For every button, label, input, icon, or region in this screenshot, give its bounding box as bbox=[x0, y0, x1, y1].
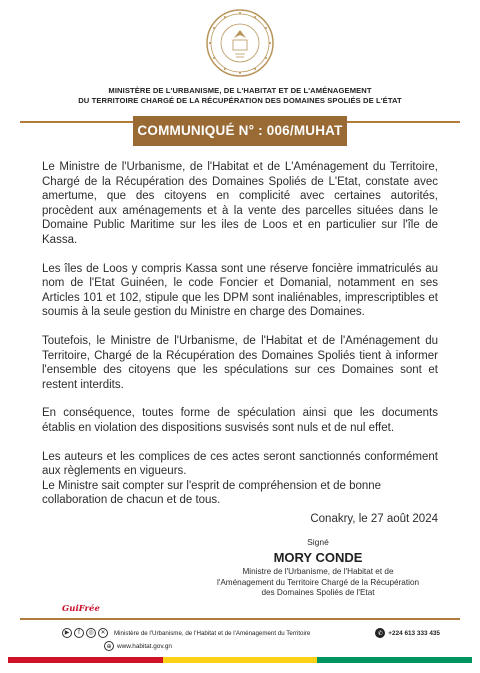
ministry-header bbox=[20, 86, 460, 106]
ministry-header-line-1: MINISTÈRE DE L'URBANISME, DE L'HABITAT ET DE L'AMÉNAGEMENT bbox=[108, 86, 372, 95]
footer-contact-row bbox=[62, 626, 440, 640]
phone-icon: ✆ bbox=[375, 628, 385, 638]
signatory-role bbox=[198, 567, 438, 599]
signatory-role-line: des Domaines Spoliés de l'Etat bbox=[261, 588, 375, 597]
website-contact bbox=[104, 641, 172, 651]
paragraph: Toutefois, le Ministre de l'Urbanisme, de l'Habitat et de l'Aménagement du Territoire, Chargé de la Récupération des Domaines Spoliés tient à informer l'ensemble des citoyens que les spéculations sur ces Domaines sont et restent interdits. bbox=[42, 334, 438, 391]
footer-divider bbox=[20, 618, 460, 620]
paragraph: En conséquence, toutes forme de spéculation ainsi que les documents établis en violation des dispositions susvisés sont nuls et de nul effet. bbox=[42, 407, 438, 434]
signed-label: Signé bbox=[307, 537, 329, 547]
communique-title-banner: COMMUNIQUÉ N° : 006/MUHAT bbox=[133, 116, 347, 146]
website-link[interactable]: www.habitat.gov.gn bbox=[117, 642, 172, 650]
signatory-role-line: l'Aménagement du Territoire Chargé de la Récupération bbox=[216, 577, 420, 587]
paragraph: Le Ministre de l'Urbanisme, de l'Habitat et de L'Aménagement du Territoire, Chargé de la Récupération des Domaines Spoliés de L'Etat, constate avec amertume, que des citoyens en complicité avec certaines autorités, procèdent aux aménagements et à la vente des parcelles situées dans le Domaine Public Maritime sur les iles de Loos et en particulier sur l'île de Kassa. bbox=[42, 161, 438, 246]
flag-stripe-yellow bbox=[163, 657, 318, 663]
phone-contact bbox=[375, 628, 440, 638]
paragraph: Les auteurs et les complices de ces actes seront sanctionnés conformément aux règlements en vigueurs. bbox=[42, 450, 438, 478]
phone-number[interactable]: +224 613 333 435 bbox=[388, 629, 440, 637]
signature-block bbox=[198, 537, 438, 599]
social-icons bbox=[62, 628, 108, 638]
paragraph: Les îles de Loos y compris Kassa sont une réserve foncière immatriculés au nom de l'Etat Guinéen, le code Foncier et Domanial, notamment en ses Articles 101 et 102, stipule que les DPM sont inaliénables, imprescriptibles et soumis à la seule gestion du Ministre en charge des Domaines. bbox=[42, 262, 438, 319]
footer-ministry-name: Ministère de l'Urbanisme, de l'Habitat et de l'Aménagement du Territoire bbox=[114, 629, 311, 637]
instagram-icon[interactable]: ◎ bbox=[86, 628, 96, 638]
flag-stripe-red bbox=[8, 657, 163, 663]
ministry-header-line-2: DU TERRITOIRE CHARGÉ DE LA RÉCUPÉRATION DES DOMAINES SPOLIÉS DE L'ÉTAT bbox=[78, 96, 402, 105]
signatory-name: MORY CONDE bbox=[273, 550, 363, 565]
flag-stripe-green bbox=[317, 657, 472, 663]
national-flag-bar bbox=[8, 657, 472, 663]
globe-icon: ⊕ bbox=[104, 641, 114, 651]
paragraph: Le Ministre sait compter sur l'esprit de compréhension et de bonne collaboration de chacun et de tous. bbox=[42, 479, 382, 507]
facebook-icon[interactable]: f bbox=[74, 628, 84, 638]
communique-body bbox=[42, 160, 438, 522]
x-icon[interactable]: ✕ bbox=[98, 628, 108, 638]
place-and-date: Conakry, le 27 août 2024 bbox=[310, 513, 438, 525]
youtube-icon[interactable]: ▶ bbox=[62, 628, 72, 638]
republic-seal-icon bbox=[205, 8, 275, 78]
guifree-logo: GuiFrée bbox=[62, 604, 100, 614]
signatory-role-line: Ministre de l'Urbanisme, de l'Habitat et de bbox=[242, 567, 394, 576]
